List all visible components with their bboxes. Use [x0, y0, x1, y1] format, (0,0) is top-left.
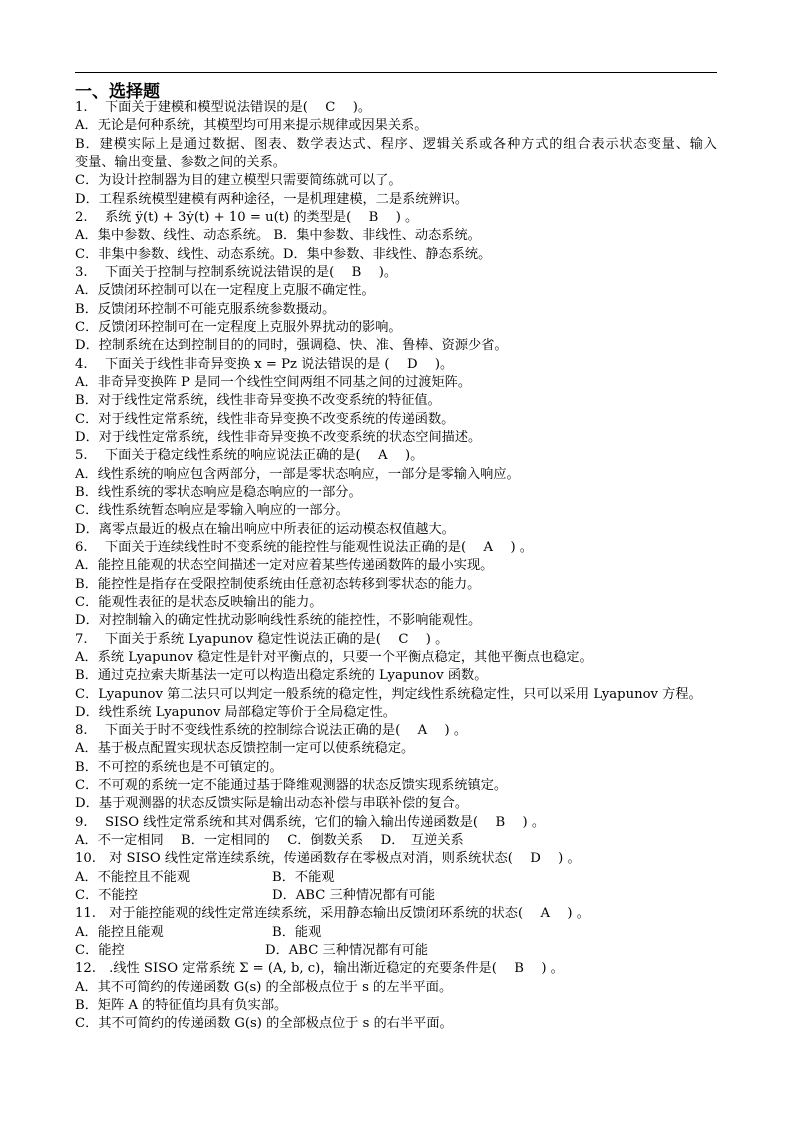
line-text: C．非集中参数、线性、动态系统。D．集中参数、非线性、静态系统。 [75, 246, 492, 262]
line-text: A．不能控且不能观 [75, 869, 191, 885]
answer-option [75, 924, 717, 942]
answer-option [75, 649, 717, 667]
line-text: C．对于线性定常系统，线性非奇异变换不改变系统的传递函数。 [75, 411, 455, 427]
question-stem [75, 814, 717, 832]
line-text: 7. 下面关于系统 Lyapunov 稳定性说法正确的是( C ) 。 [75, 631, 449, 647]
answer-option [75, 484, 717, 502]
question-stem [75, 264, 717, 282]
line-text: D．工程系统模型建模有两种途径，一是机理建模，二是系统辨识。 [75, 191, 469, 207]
line-text: C．其不可简约的传递函数 G(s) 的全部极点位于 s 的右半平面。 [75, 1016, 453, 1032]
answer-option [75, 246, 717, 264]
question-stem [75, 850, 717, 868]
line-text: 4. 下面关于线性非奇异变换 x = Pz 说法错误的是 ( D )。 [75, 356, 454, 372]
line-text: C．线性系统暂态响应是零输入响应的一部分。 [75, 503, 349, 519]
question-stem [75, 99, 717, 117]
line-text: D．基于观测器的状态反馈实际是输出动态补偿与串联补偿的复合。 [75, 796, 469, 812]
answer-option [75, 594, 717, 612]
line-text: A．能控且能观 [75, 924, 164, 940]
line-text: 10. 对 SISO 线性定常连续系统，传递函数存在零极点对消，则系统状态( D ) 。 [75, 851, 581, 867]
line-text: A．其不可简约的传递函数 G(s) 的全部极点位于 s 的左半平面。 [75, 979, 453, 995]
line-text: D．线性系统 Lyapunov 局部稳定等价于全局稳定性。 [75, 704, 396, 720]
answer-option [75, 429, 717, 447]
answer-option [75, 374, 717, 392]
line-text: C．能观性表征的是状态反映输出的能力。 [75, 594, 323, 610]
answer-option [75, 704, 717, 722]
line-text: C．不可观的系统一定不能通过基于降维观测器的状态反馈实现系统镇定。 [75, 778, 508, 794]
line-text: 8. 下面关于时不变线性系统的控制综合说法正确的是( A ) 。 [75, 723, 468, 739]
answer-option [75, 686, 717, 704]
line-text: D．对控制输入的确定性扰动影响线性系统的能控性，不影响能观性。 [75, 613, 482, 629]
line-text: B．对于线性定常系统，线性非奇异变换不改变系统的特征值。 [75, 393, 441, 409]
question-stem [75, 447, 717, 465]
line-text: 1. 下面关于建模和模型说法错误的是( C )。 [75, 100, 372, 115]
question-stem [75, 631, 717, 649]
line-text: 6. 下面关于连续线性时不变系统的能控性与能观性说法正确的是( A ) 。 [75, 539, 533, 555]
answer-option [75, 576, 717, 594]
answer-option [75, 411, 717, 429]
line-text: A．集中参数、线性、动态系统。 B．集中参数、非线性、动态系统。 [75, 228, 481, 244]
line-text: A．线性系统的响应包含两部分，一部是零状态响应，一部分是零输入响应。 [75, 466, 520, 482]
question-stem [75, 905, 717, 923]
line-text: C．能控 [75, 943, 125, 959]
line-text: D．对于线性定常系统，线性非奇异变换不改变系统的状态空间描述。 [75, 429, 482, 445]
line-text: B．不可控的系统也是不可镇定的。 [75, 759, 283, 775]
answer-option [75, 392, 717, 410]
answer-option [75, 172, 717, 190]
answer-option [75, 869, 717, 887]
line-text: A．反馈闭环控制可以在一定程度上克服不确定性。 [75, 283, 375, 299]
answer-option [75, 301, 717, 319]
answer-option-right: D．ABC 三种情况都有可能 [272, 888, 436, 904]
line-text: 9. SISO 线性定常系统和其对偶系统，它们的输入输出传递函数是( B ) 。 [75, 814, 546, 830]
question-stem [75, 539, 717, 557]
line-text: D．控制系统在达到控制目的的同时，强调稳、快、准、鲁棒、资源少省。 [75, 338, 508, 354]
answer-option-right: B．能观 [272, 924, 322, 940]
answer-option [75, 612, 717, 630]
answer-option [75, 154, 717, 172]
line-text: C．为设计控制器为目的建立模型只需要简练就可以了。 [75, 173, 402, 189]
question-list [75, 99, 717, 1034]
answer-option [75, 777, 717, 795]
header-rule [75, 72, 717, 73]
answer-option [75, 979, 717, 997]
line-text: A．非奇异变换阵 P 是同一个线性空间两组不同基之间的过渡矩阵。 [75, 374, 472, 390]
question-stem [75, 960, 717, 978]
answer-option [75, 887, 717, 905]
line-text: B．能控性是指存在受限控制使系统由任意初态转移到零状态的能力。 [75, 576, 481, 592]
answer-option [75, 667, 717, 685]
answer-option [75, 319, 717, 337]
line-text: A．能控且能观的状态空间描述一定对应着某些传递函数阵的最小实现。 [75, 558, 494, 574]
line-text: 12. .线性 SISO 定常系统 Σ = (A, b, c)，输出渐近稳定的充要条件是( B ) 。 [75, 961, 564, 977]
section-title: 一、选择题 [75, 82, 160, 102]
line-text: B．反馈闭环控制不可能克服系统参数摄动。 [75, 301, 336, 317]
answer-option [75, 832, 717, 850]
answer-option [75, 521, 717, 539]
line-text: 5. 下面关于稳定线性系统的响应说法正确的是( A )。 [75, 448, 424, 464]
line-text: C．不能控 [75, 888, 138, 904]
answer-option [75, 997, 717, 1015]
answer-option [75, 740, 717, 758]
answer-option [75, 191, 717, 209]
line-text: 3. 下面关于控制与控制系统说法错误的是( B )。 [75, 264, 398, 280]
line-text: 11. 对于能控能观的线性定常连续系统，采用静态输出反馈闭环系统的状态( A ) 。 [75, 906, 590, 922]
question-stem [75, 356, 717, 374]
line-text: B．矩阵 A 的特征值均具有负实部。 [75, 998, 288, 1014]
line-text: A．不一定相同 B．一定相同的 C．倒数关系 D． 互逆关系 [75, 833, 464, 849]
answer-option [75, 136, 717, 154]
answer-option-right: B．不能观 [272, 869, 335, 885]
answer-option [75, 557, 717, 575]
answer-option [75, 1015, 717, 1033]
answer-option [75, 466, 717, 484]
answer-option [75, 337, 717, 355]
answer-option [75, 117, 717, 135]
answer-option [75, 759, 717, 777]
answer-option [75, 502, 717, 520]
answer-option [75, 942, 717, 960]
line-text: 2. 系统 ÿ(t) + 3ẏ(t) + 10 = u(t) 的类型是( B ) 。 [75, 209, 419, 225]
line-text: B．线性系统的零状态响应是稳态响应的一部分。 [75, 484, 362, 500]
answer-option [75, 227, 717, 245]
question-stem [75, 209, 717, 227]
answer-option-right: D．ABC 三种情况都有可能 [265, 943, 429, 959]
answer-option [75, 282, 717, 300]
line-text: D．离零点最近的极点在输出响应中所表征的运动模态权值越大。 [75, 521, 455, 537]
question-stem [75, 722, 717, 740]
line-text: B．通过克拉索夫斯基法一定可以构造出稳定系统的 Lyapunov 函数。 [75, 668, 488, 684]
line-text: B．建模实际上是通过数据、图表、数学表达式、程序、逻辑关系或各种方式的组合表示状态变量、输入 [75, 136, 717, 152]
answer-option [75, 795, 717, 813]
line-text: A．系统 Lyapunov 稳定性是针对平衡点的，只要一个平衡点稳定，其他平衡点也稳定。 [75, 649, 593, 665]
line-text: A．无论是何种系统，其模型均可用来提示规律或因果关系。 [75, 118, 428, 134]
line-text: C．反馈闭环控制可在一定程度上克服外界扰动的影响。 [75, 319, 402, 335]
line-text: C．Lyapunov 第二法只可以判定一般系统的稳定性，判定线性系统稳定性，只可以采用 Lyapunov 方程。 [75, 686, 702, 702]
line-text: 变量、输出变量、参数之间的关系。 [75, 154, 286, 170]
line-text: A．基于极点配置实现状态反馈控制一定可以使系统稳定。 [75, 741, 415, 757]
